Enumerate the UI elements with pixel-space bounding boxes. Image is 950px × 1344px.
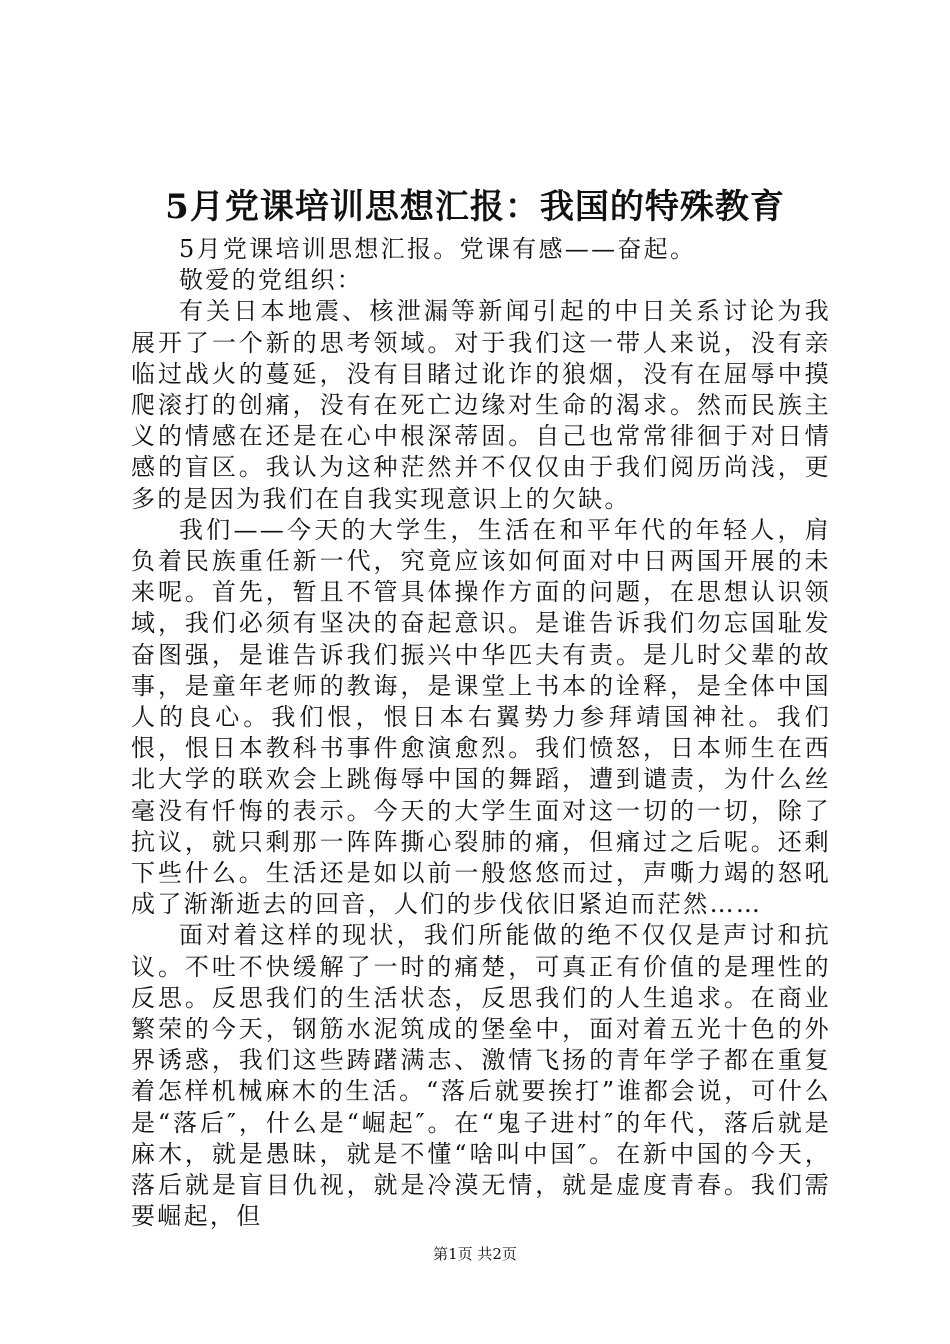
paragraph: 有关日本地震、核泄漏等新闻引起的中日关系讨论为我展开了一个新的思考领域。对于我们这一带人来说，没有亲临过战火的蔓延，没有目睹过讹诈的狼烟，没有在屈辱中摸爬滚打的创痛，没有在死亡边缘对生命的渴求。然而民族主义的情感在还是在心中根深蒂固。自己也常常徘徊于对日情感的盲区。我认为这种茫然并不仅仅由于我们阅历尚浅，更多的是因为我们在自我实现意识上的欠缺。 [131,297,831,513]
document-body [131,234,831,1233]
paragraph: 面对着这样的现状，我们所能做的绝不仅仅是声讨和抗议。不吐不快缓解了一时的痛楚，可真正有价值的是理性的反思。反思我们的生活状态，反思我们的人生追求。在商业繁荣的今天，钢筋水泥筑成的堡垒中，面对着五光十色的外界诱惑，我们这些踌躇满志、激情飞扬的青年学子都在重复着怎样机械麻木的生活。“落后就要挨打”谁都会说，可什么是“落后″，什么是“崛起″。在“鬼子进村″的年代，落后就是麻木，就是愚昧，就是不懂“啥叫中国″。在新中国的今天，落后就是盲目仇视，就是冷漠无情，就是虚度青春。我们需要崛起，但 [131,921,831,1231]
paragraph: 我们——今天的大学生，生活在和平年代的年轻人，肩负着民族重任新一代，究竟应该如何面对中日两国开展的未来呢。首先，暂且不管具体操作方面的问题，在思想认识领域，我们必须有坚决的奋起意识。是谁告诉我们勿忘国耻发奋图强，是谁告诉我们振兴中华匹夫有责。是儿时父辈的故事，是童年老师的教诲，是课堂上书本的诠释，是全体中国人的良心。我们恨，恨日本右翼势力参拜靖国神社。我们恨，恨日本教科书事件愈演愈烈。我们愤怒，日本师生在西北大学的联欢会上跳侮辱中国的舞蹈，遭到谴责，为什么丝毫没有忏悔的表示。今天的大学生面对这一切的一切，除了抗议，就只剩那一阵阵撕心裂肺的痛，但痛过之后呢。还剩下些什么。生活还是如以前一般悠悠而过，声嘶力竭的怒吼成了渐渐逝去的回音，人们的步伐依旧紧迫而茫然…… [131,515,831,919]
paragraph-intro: 5月党课培训思想汇报。党课有感——奋起。 [179,235,697,263]
page-number-footer: 第1页 共2页 [433,1245,517,1263]
document-title: 5月党课培训思想汇报：我国的特殊教育 [165,187,785,227]
paragraph-salutation: 敬爱的党组织： [179,266,364,295]
